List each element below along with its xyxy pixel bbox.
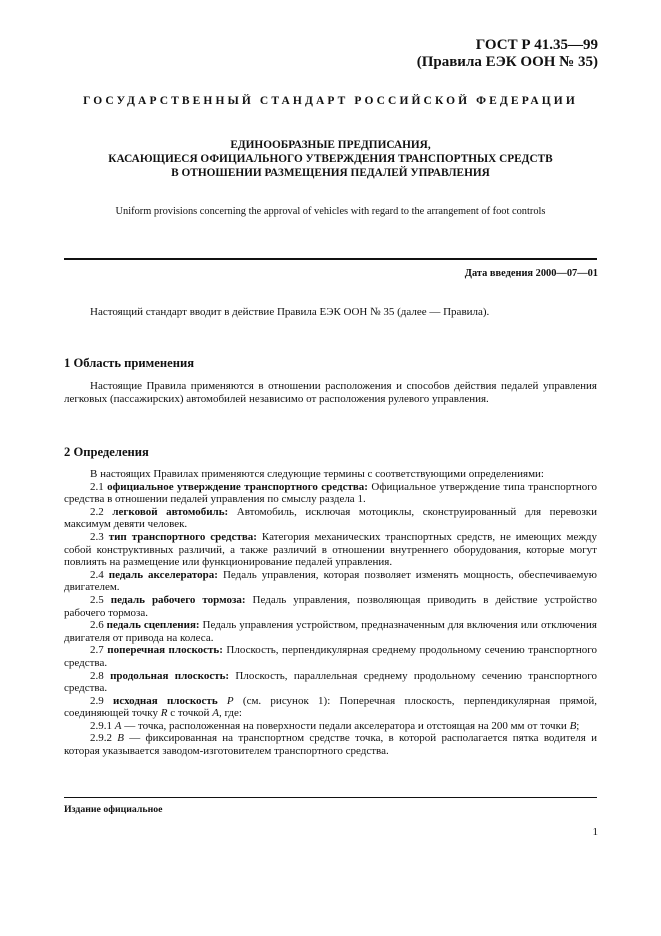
state-standard-heading: ГОСУДАРСТВЕННЫЙ СТАНДАРТ РОССИЙСКОЙ ФЕДЕРАЦИИ [83,95,578,107]
definitions-lead: В настоящих Правилах применяются следующие термины с соответствующими определениями: [90,468,544,480]
title-line-3: В ОТНОШЕНИИ РАЗМЕЩЕНИЯ ПЕДАЛЕЙ УПРАВЛЕНИЯ [171,167,490,179]
definition-item: 2.7 поперечная плоскость: Плоскость, перпендикулярная среднему продольному сечению транспортного средства. [64,644,597,669]
definition-item-2-9-2: 2.9.2 B — фиксированная на транспортном средстве точка, в которой располагается пятка водителя и которая указывается заводом-изготовителем транспортного средства. [64,732,597,758]
introduction-date: Дата введения 2000—07—01 [464,268,598,279]
standard-code-sub: (Правила ЕЭК ООН № 35) [416,54,598,70]
definition-item: 2.3 тип транспортного средства: Категория механических транспортных средств, не имеющих между собой конструктивных различий, а также различий в отношении внутреннего оборудования, которые могут повлиять на размещение или функционирование педалей управления. [64,530,598,569]
title-line-2: КАСАЮЩИЕСЯ ОФИЦИАЛЬНОГО УТВЕРЖДЕНИЯ ТРАНСПОРТНЫХ СРЕДСТВ [108,153,553,165]
english-title: Uniform provisions concerning the approval of vehicles with regard to the arrangement of foot controls [115,206,546,217]
definition-item: 2.1 официальное утверждение транспортного средства: Официальное утверждение типа транспортного средства в отношении педалей управления по смыслу раздела 1. [64,480,597,506]
section-2-heading: 2 Определения [64,445,149,459]
title-line-1: ЕДИНООБРАЗНЫЕ ПРЕДПИСАНИЯ, [230,139,431,151]
official-edition-label: Издание официальное [64,804,163,815]
definition-item: 2.2 легковой автомобиль: Автомобиль, исключая мотоциклы, сконструированный для перевозки максимум девяти человек. [64,505,598,531]
footer-divider [64,797,597,798]
title-divider [64,258,597,260]
definition-item-2-9-1: 2.9.1 A — точка, расположенная на поверхности педали акселератора и отстоящая на 200 мм от точки B; [90,719,580,732]
intro-paragraph: Настоящий стандарт вводит в действие Правила ЕЭК ООН № 35 (далее — Правила). [90,306,490,318]
definition-item-2-9: 2.9 исходная плоскость P (см. рисунок 1): Поперечная плоскость, перпендикулярная прямой, соединяющей точку R с точкой A, где: [64,694,598,720]
definition-item: 2.8 продольная плоскость: Плоскость, параллельная среднему продольному сечению транспортного средства. [64,669,597,695]
standard-code: ГОСТ Р 41.35—99 [475,37,598,53]
definitions-list [64,468,597,758]
page-number: 1 [592,826,598,838]
section-1-heading: 1 Область применения [64,356,195,370]
definition-item: 2.5 педаль рабочего тормоза: Педаль управления, позволяющая приводить в действие устройство рабочего тормоза. [64,593,597,619]
document-title [64,138,597,180]
section-1-text: Настоящие Правила применяются в отношении расположения и способов действия педалей управления легковых (пассажирских) автомобилей независимо от расположения рулевого управления. [64,380,597,405]
definition-item: 2.4 педаль акселератора: Педаль управления, которая позволяет изменять мощность, обеспечиваемую двигателем. [64,568,598,594]
definition-item: 2.6 педаль сцепления: Педаль управления устройством, предназначенным для включения или отключения двигателя от привода на колеса. [64,619,597,644]
